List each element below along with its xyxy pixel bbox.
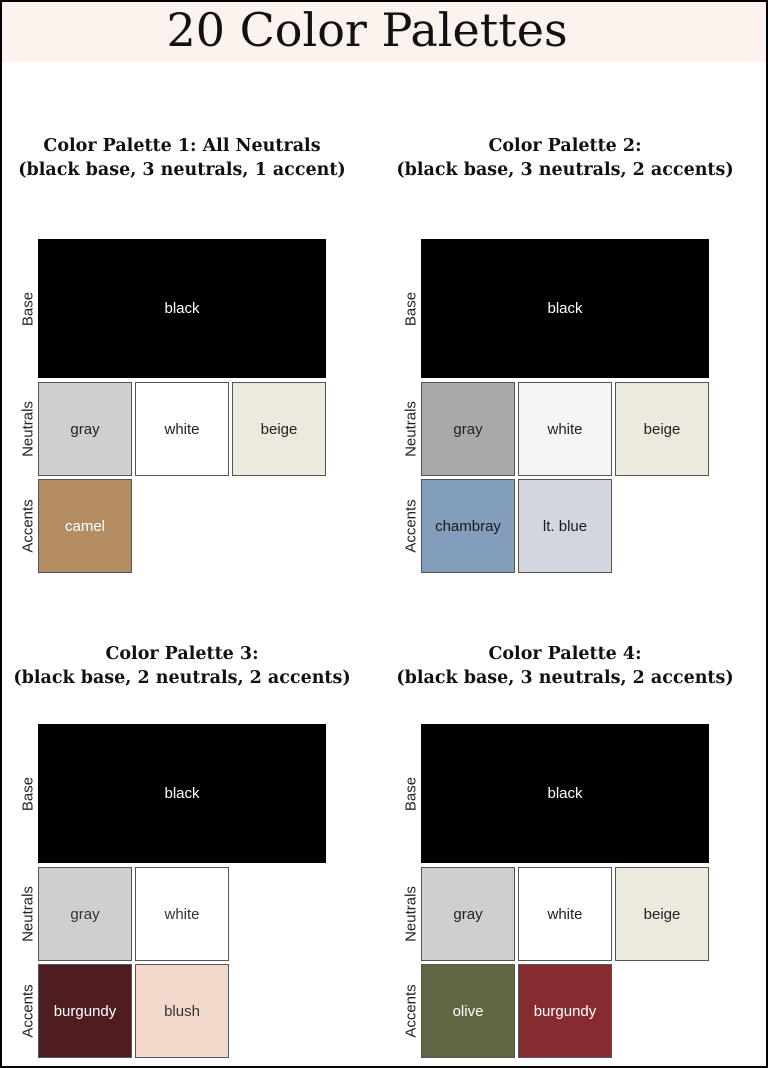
- palette-subheading: (black base, 3 neutrals, 1 accent): [18, 160, 346, 180]
- accent-swatch: [518, 479, 612, 573]
- neutral-swatch: [421, 867, 515, 961]
- swatch-label: white: [164, 905, 200, 923]
- palette-title: [2, 134, 362, 182]
- row-label-text: Neutrals: [402, 886, 420, 942]
- neutral-swatch: [232, 382, 326, 476]
- swatch-label: blush: [164, 1002, 200, 1020]
- swatch-label: olive: [452, 1002, 484, 1020]
- row-label-text: Accents: [402, 499, 420, 553]
- palette-subheading: (black base, 2 neutrals, 2 accents): [13, 668, 351, 688]
- palette-title: [385, 134, 745, 182]
- neutral-swatch: [38, 867, 132, 961]
- swatch-label: black: [164, 300, 200, 317]
- swatch-label: beige: [643, 905, 681, 923]
- palette-heading: Color Palette 4:: [488, 644, 642, 664]
- row-label-text: Accents: [402, 984, 420, 1038]
- palette-title: [2, 642, 362, 690]
- neutral-swatch: [135, 867, 229, 961]
- swatch-label: burgundy: [533, 1002, 597, 1020]
- neutral-swatch: [135, 382, 229, 476]
- palette-heading: Color Palette 2:: [488, 136, 642, 156]
- neutral-swatch: [615, 867, 709, 961]
- swatch-label: burgundy: [53, 1002, 117, 1020]
- swatch-label: beige: [260, 420, 298, 438]
- row-label-text: Neutrals: [19, 401, 37, 457]
- swatch-label: black: [547, 300, 583, 317]
- row-label-text: Accents: [19, 499, 37, 553]
- accent-swatch: [38, 479, 132, 573]
- row-label-text: Base: [402, 291, 420, 326]
- accent-swatch: [421, 964, 515, 1058]
- row-label-text: Base: [19, 776, 37, 811]
- neutral-swatch: [518, 867, 612, 961]
- swatch-label: black: [164, 785, 200, 802]
- neutral-swatch: [421, 382, 515, 476]
- row-label-text: Accents: [19, 984, 37, 1038]
- accent-swatch: [135, 964, 229, 1058]
- swatch-label: gray: [70, 420, 100, 438]
- swatch-label: beige: [643, 420, 681, 438]
- palette-page: [2, 2, 766, 1066]
- accent-swatch: [421, 479, 515, 573]
- page-title: 20 Color Palettes: [166, 3, 568, 57]
- swatch-label: white: [547, 420, 583, 438]
- palette-subheading: (black base, 3 neutrals, 2 accents): [396, 160, 734, 180]
- base-swatch: [38, 724, 326, 863]
- swatch-label: gray: [70, 905, 100, 923]
- row-label-text: Neutrals: [19, 886, 37, 942]
- neutral-swatch: [615, 382, 709, 476]
- swatch-label: lt. blue: [542, 517, 588, 535]
- palette-heading: Color Palette 3:: [105, 644, 259, 664]
- swatch-label: gray: [453, 905, 483, 923]
- swatch-label: gray: [453, 420, 483, 438]
- swatch-label: white: [547, 905, 583, 923]
- row-label-text: Base: [402, 776, 420, 811]
- palette-heading: Color Palette 1: All Neutrals: [43, 136, 321, 156]
- base-swatch: [38, 239, 326, 378]
- base-swatch: [421, 724, 709, 863]
- accent-swatch: [518, 964, 612, 1058]
- row-label-text: Neutrals: [402, 401, 420, 457]
- page-header: [2, 2, 766, 62]
- palette-subheading: (black base, 3 neutrals, 2 accents): [396, 668, 734, 688]
- row-label-text: Base: [19, 291, 37, 326]
- base-swatch: [421, 239, 709, 378]
- neutral-swatch: [38, 382, 132, 476]
- swatch-label: chambray: [435, 517, 501, 535]
- swatch-label: black: [547, 785, 583, 802]
- swatch-label: white: [164, 420, 200, 438]
- palette-title: [385, 642, 745, 690]
- neutral-swatch: [518, 382, 612, 476]
- accent-swatch: [38, 964, 132, 1058]
- swatch-label: camel: [64, 517, 105, 535]
